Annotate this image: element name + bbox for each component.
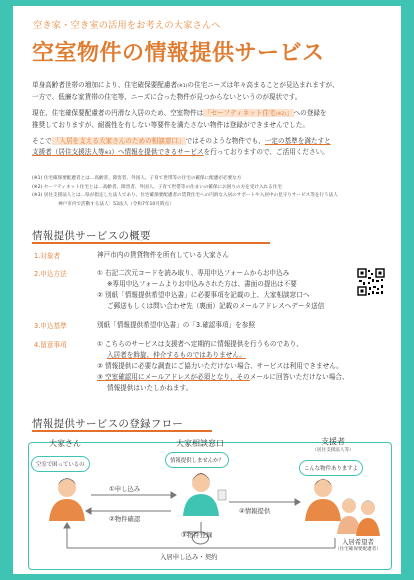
supporter-figure-icon [305,479,341,521]
owner-figure-icon [49,478,85,521]
overview-value: ① こちらのサービスは支援者へ定期的に情報提供を行うものであり、 入居者を斡旋、仲介するものではありません。 ② 情報提供に必要な調査にご協力いただけない場合、サービスは利用できません。 ③ 空室確認用にメールアドレスが必須となり、そのメールに回答いただけない場合、 情報提供はいたしかねます。 [97,340,349,392]
flow-illustration [13,6,401,574]
page-title: 空室物件の情報提供サービス [32,41,325,66]
overview-label: 3.申込基準 [34,322,67,330]
step-confirm-label: ②物件確認 [109,515,141,523]
overview-value: 別紙「情報提供希望申込書」の「3.確認事項」を参照 [97,321,255,329]
supporter-speech-bubble: こんな物件ありますよ [299,460,363,476]
actor-center-label: 大家相談窓口 [176,439,224,448]
flow-heading: 情報提供サービスの登録フロー [32,418,184,430]
consult-window-highlight: 「入居を支える大家さんのための相談窓口」 [52,137,185,145]
footnote: (※3) 居住支援法人とは…県が指定した法人であり、住宅確保要配慮者の賃貸住宅への円滑な入居のサポートや入居中の見守りサービス等を行う法人 [32,193,338,199]
intro-paragraph-1: 単身高齢者世帯の増加により、住宅確保要配慮者(※1)の住宅ニーズは年々高まることが見込まれますが、 一方で、低廉な家賃帯の住宅等、ニーズに合った物件が見つからないというのが現状です。 [32,81,339,101]
overview-value: ① 右記二次元コードを読み取り、専用申込フォームからお申込み ※専用申込フォームよりお申込みされた方は、書面の提出は不要 ② 別紙「情報提供希望申込書」に必要事項を記載の上、大家相談窓口へ ご郵送もしくは問い合わせ先（裏面）記載のメールアドレスへデータ送信 [97,269,325,310]
footnote: 神戸市内で活動する法人：53法人（令和7年10月時点） [58,201,174,207]
overview-label: 1.対象者 [34,252,61,260]
center-speech-bubble: 情報提供しませんか？ [165,452,229,468]
tenant-label: 入居希望者 （住宅確保要配慮者） [335,538,381,552]
contract-label: 入居申し込み・契約 [157,552,221,561]
owner-speech-bubble: 空室で困っているの [31,456,90,472]
step-register-label: ③物件登録 [181,531,213,539]
step-provide-label: ④情報提供 [239,507,271,515]
flyer-page [13,6,401,574]
intro-paragraph-2: 現在、住宅確保要配慮者の円滑な入居のため、空室物件は「セーフティネット住宅(※2)」への登録を 推奨しておりますが、耐震性を有しない等要件を満たさない物件は登録ができませんでした。 [32,109,327,129]
step-apply-label: ①申し込み [109,485,141,493]
overview-label: 2.申込方法 [34,270,67,278]
overview-heading: 情報提供サービスの概要 [32,230,151,242]
center-staff-figure-icon [183,473,226,516]
overview-label: 4.留意事項 [34,341,67,349]
actor-owner-label: 大家さん [49,439,81,448]
footnote: (※2) セーフティネット住宅とは…高齢者、障害者、外国人、子育て世帯等の住まいの確保にお困りの方を受け入れる住宅 [32,184,282,190]
actor-supporter-label: 支援者 （居住支援法人等） [312,437,354,453]
lead-text: 空き家・空き室の活用をお考えの大家さんへ [33,20,221,31]
overview-value: 神戸市内の賃貸物件を所有している大家さん [97,251,229,259]
intro-paragraph-3: そこで「入居を支える大家さんのための相談窓口」ではそのような物件でも、一定の基準を満たすと 支援者（居住支援法人等※3）へ情報を提供できるサービスを行っておりますので、ご活用ください。 [32,137,331,156]
footnote: (※1) 住宅確保要配慮者とは…高齢者、障害者、外国人、子育て世帯等の住宅の確保に配慮が必要な方 [32,176,242,181]
safety-net-highlight: 「セーフティネット住宅(※2)」 [204,109,293,117]
tenant-figure-icon [337,498,380,536]
